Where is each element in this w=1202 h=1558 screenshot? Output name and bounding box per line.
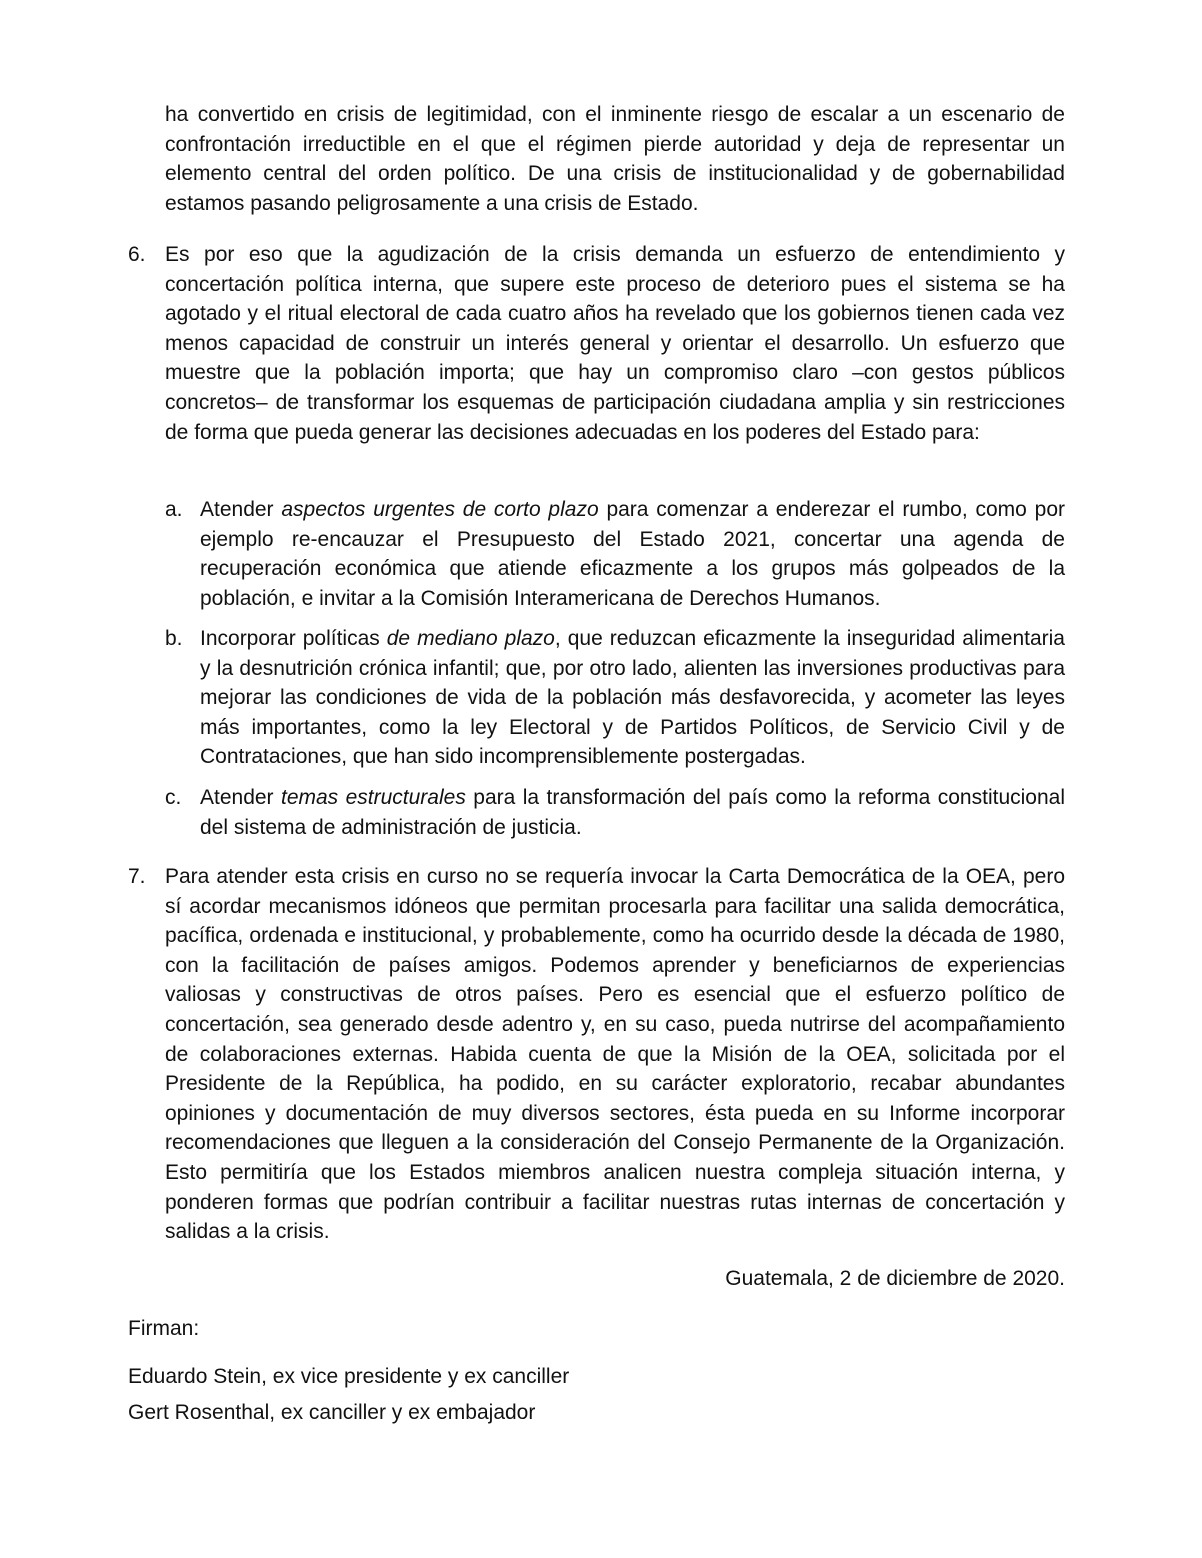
signer-name: Gert Rosenthal, ex canciller y ex embajador <box>128 1401 536 1424</box>
sub-item-text <box>200 495 1065 613</box>
sub-item-letter: a. <box>165 498 183 521</box>
numbered-item-6 <box>128 240 1065 447</box>
sub-item-c <box>165 783 1065 842</box>
sub-item-lead: Incorporar políticas <box>200 627 387 650</box>
sub-item-rest: , que reduzcan eficazmente la inseguridad alimentaria y la desnutrición crónica infantil; que, por otro lado, alienten las inversiones productivas para mejorar las condiciones de vida de la población más desfavorecida, y acometer las leyes más importantes, como la ley Electoral y de Partidos Políticos, de Servicio Civil y de Contrataciones, que han sido incomprensiblemente postergadas. <box>200 627 1065 769</box>
sub-item-a <box>165 495 1065 613</box>
date-line: Guatemala, 2 de diciembre de 2020. <box>725 1267 1065 1290</box>
item-number: 7. <box>128 865 146 888</box>
sub-item-b <box>165 624 1065 772</box>
sub-item-lead: Atender <box>200 498 282 521</box>
sub-item-letter: c. <box>165 786 182 809</box>
item-text: Es por eso que la agudización de la crisis demanda un esfuerzo de entendimiento y concertación política interna, que supere este proceso de deterioro pues el sistema se ha agotado y el ritual electoral de cada cuatro años ha revelado que los gobiernos tienen cada vez menos capacidad de construir un interés general y orientar el desarrollo. Un esfuerzo que muestre que la población importa; que hay un compromiso claro –con gestos públicos concretos– de transformar los esquemas de participación ciudadana amplia y sin restricciones de forma que pueda generar las decisiones adecuadas en los poderes del Estado para: <box>165 243 1065 444</box>
sub-item-rest: para comenzar a enderezar el rumbo, como por ejemplo re-encauzar el Presupuesto del Estado 2021, concertar una agenda de recuperación económica que atiende eficazmente a los grupos más golpeados de la población, e invitar a la Comisión Interamericana de Derechos Humanos. <box>200 498 1065 610</box>
signatures-heading: Firman: <box>128 1317 200 1340</box>
sub-item-letter: b. <box>165 627 183 650</box>
sub-item-lead: Atender <box>200 786 281 809</box>
sub-item-text <box>200 783 1065 842</box>
sub-item-emphasis: aspectos urgentes de corto plazo <box>281 498 599 521</box>
sub-item-emphasis: temas estructurales <box>280 786 466 809</box>
sub-item-rest: para la transformación del país como la reforma constitucional del sistema de administración de justicia. <box>200 786 1065 839</box>
sub-item-text <box>200 624 1065 772</box>
signer-name: Eduardo Stein, ex vice presidente y ex canciller <box>128 1365 570 1388</box>
numbered-item-7 <box>128 862 1065 1247</box>
sub-item-emphasis: de mediano plazo <box>386 627 555 650</box>
intro-paragraph: ha convertido en crisis de legitimidad, con el inminente riesgo de escalar a un escenario de confrontación irreductible en el que el régimen pierde autoridad y deja de representar un elemento central del orden político. De una crisis de institucionalidad y de gobernabilidad estamos pasando peligrosamente a una crisis de Estado. <box>165 103 1065 215</box>
item-number: 6. <box>128 243 146 266</box>
item-text: Para atender esta crisis en curso no se requería invocar la Carta Democrática de la OEA, pero sí acordar mecanismos idóneos que permitan procesarla para facilitar una salida democrática, pacífica, ordenada e institucional, y probablemente, como ha ocurrido desde la década de 1980, con la facilitación de países amigos. Podemos aprender y beneficiarnos de experiencias valiosas y constructivas de otros países. Pero es esencial que el esfuerzo político de concertación, sea generado desde adentro y, en su caso, pueda nutrirse del acompañamiento de colaboraciones externas. Habida cuenta de que la Misión de la OEA, solicitada por el Presidente de la República, ha podido, en su carácter exploratorio, recabar abundantes opiniones y documentación de muy diversos sectores, ésta pueda en su Informe incorporar recomendaciones que lleguen a la consideración del Consejo Permanente de la Organización. Esto permitiría que los Estados miembros analicen nuestra compleja situación interna, y ponderen formas que podrían contribuir a facilitar nuestras rutas internas de concertación y salidas a la crisis. <box>165 865 1065 1244</box>
